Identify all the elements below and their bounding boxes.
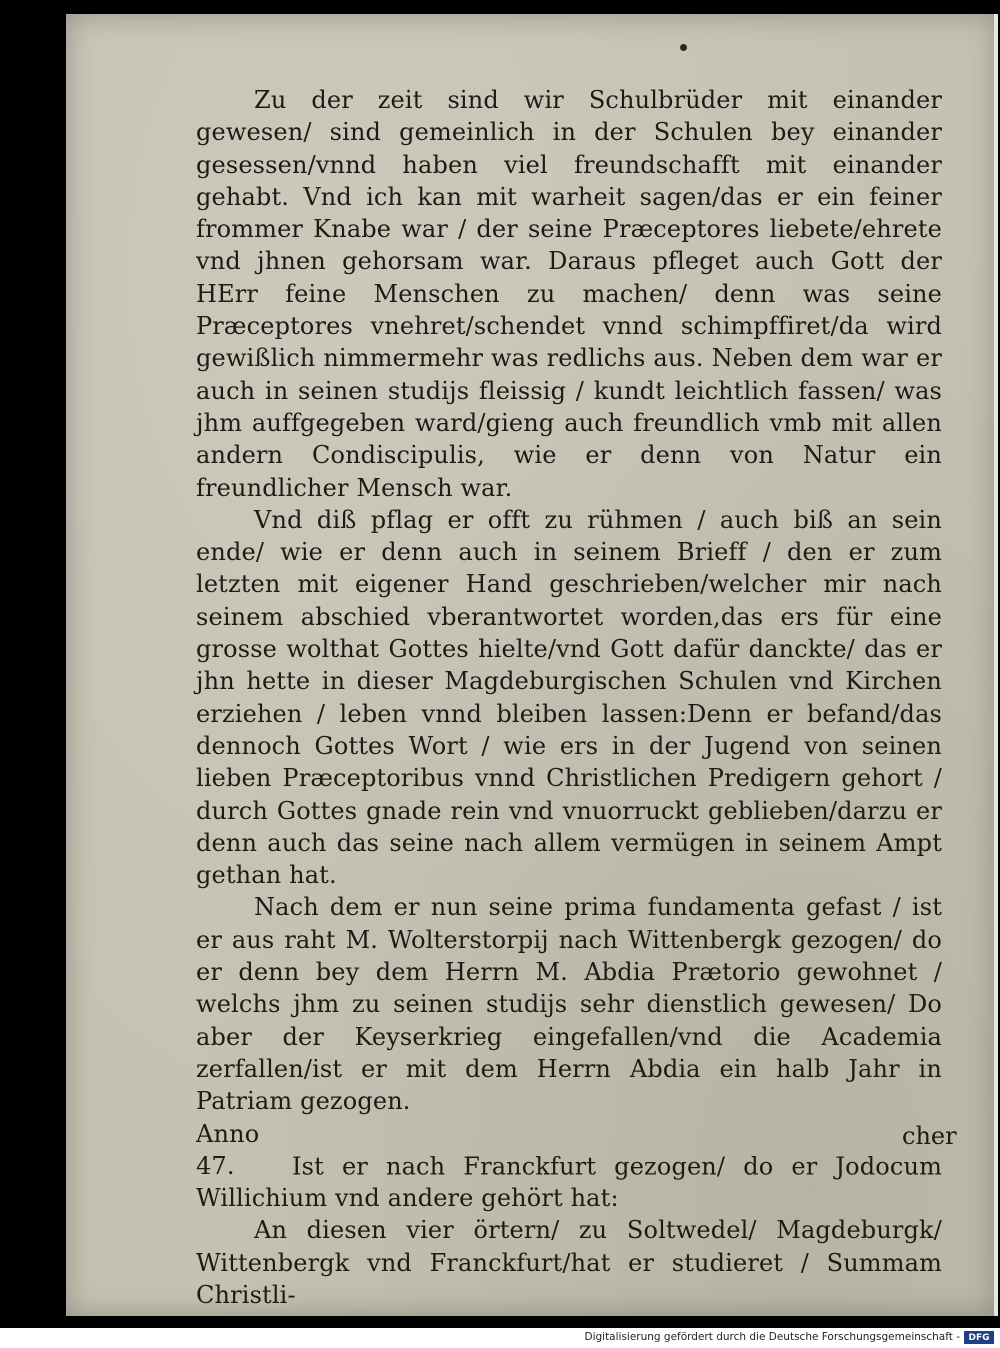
paragraph-4 — [196, 1118, 942, 1215]
page-edge — [994, 14, 998, 1316]
paragraph-3: Nach dem er nun seine prima fundamenta gefast / ist er aus raht M. Wolterstorpij nach Wittenbergk gezogen/ do er denn bey dem Herrn M. Abdia Prætorio gewohnet / welchs jhm zu seinen studijs sehr dienstlich gewesen/ Do aber der Keyserkrieg eingefallen/vnd die Academia zerfallen/ist er mit dem Herrn Abdia ein halb Jahr in Patriam gezogen. — [196, 893, 942, 1116]
paragraph-4-text: Ist er nach Franckfurt gezogen/ do er Jodocum Willichium vnd andere gehört hat: — [196, 1151, 942, 1213]
footer-bar — [0, 1328, 1000, 1348]
page-text — [196, 84, 942, 1311]
paragraph-1: Zu der zeit sind wir Schulbrüder mit einander gewesen/ sind gemeinlich in der Schulen bey einander gesessen/vnnd haben viel freundschafft mit einander gehabt. Vnd ich kan mit warheit sagen/das er ein feiner frommer Knabe war / der seine Præceptores liebete/ehrete vnd jhnen gehorsam war. Daraus pfleget auch Gott der HErr feine Menschen zu machen/ denn was seine Præceptores vnehret/schendet vnnd schimpffiret/da wird gewißlich nimmermehr was redlichs aus. Neben dem war er auch in seinen studijs fleissig / kundt leichtlich fassen/ was jhm auffgegeben ward/gieng auch freundlich vmb mit allen andern Condiscipulis, wie er denn von Natur ein freundlicher Mensch war. — [196, 86, 942, 502]
printer-mark — [680, 44, 687, 51]
catchword: cher — [902, 1122, 957, 1150]
anno-year: Anno 47. — [196, 1119, 260, 1180]
paragraph-2: Vnd diß pflag er offt zu rühmen / auch biß an sein ende/ wie er denn auch in seinem Brieff / den er zum letzten mit eigener Hand geschrieben/welcher mir nach seinem abschied vberantwortet worden,das ers für eine grosse wolthat Gottes hielte/vnd Gott dafür danckte/ das er jhn hette in dieser Magdeburgischen Schulen vnd Kirchen erziehen / leben vnnd bleiben lassen:Denn er befand/das dennoch Gottes Wort / wie ers in der Jugend von seinen lieben Præceptoribus vnnd Christlichen Predigern gehort / durch Gottes gnade rein vnd vnuorruckt geblieben/darzu er denn auch das seine nach allem vermügen in seinem Ampt gethan hat. — [196, 505, 942, 890]
funding-credit: Digitalisierung gefördert durch die Deutsche Forschungsgemeinschaft - — [584, 1331, 960, 1343]
dfg-logo-icon: DFG — [964, 1331, 994, 1344]
paragraph-5: An diesen vier örtern/ zu Soltwedel/ Magdeburgk/ Wittenbergk vnd Franckfurt/hat er studieret / Summam Christli- — [196, 1216, 942, 1309]
